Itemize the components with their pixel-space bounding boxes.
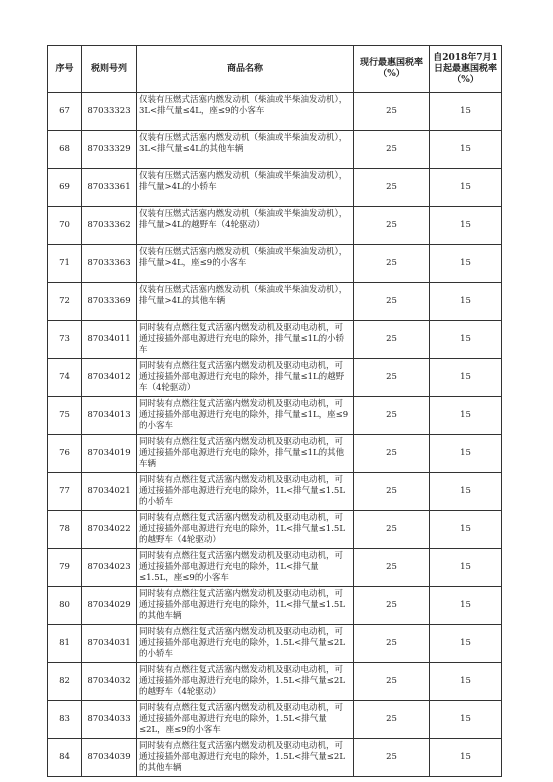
row-name: 同时装有点燃往复式活塞内燃发动机及驱动电动机，可通过接插外部电源进行充电的除外，1.5L<排气量≤2L的小轿车 [137,625,354,663]
header-name: 商品名称 [137,46,354,93]
row-current-rate: 25 [354,435,430,473]
table-row [48,473,502,511]
row-name: 同时装有点燃往复式活塞内燃发动机及驱动电动机，可通过接插外部电源进行充电的除外，1L<排气量≤1.5L的其他车辆 [137,587,354,625]
row-code: 87033362 [82,207,137,245]
row-seq: 69 [48,169,82,207]
row-seq: 73 [48,321,82,359]
row-code: 87034021 [82,473,137,511]
row-code: 87034013 [82,397,137,435]
row-current-rate: 25 [354,701,430,739]
row-seq: 84 [48,739,82,777]
header-new-rate: 自2018年7月1日起最惠国税率（%） [430,46,502,93]
table-row [48,397,502,435]
row-new-rate: 15 [430,245,502,283]
row-seq: 75 [48,397,82,435]
row-seq: 71 [48,245,82,283]
row-current-rate: 25 [354,625,430,663]
row-seq: 79 [48,549,82,587]
table-row [48,663,502,701]
row-seq: 80 [48,587,82,625]
row-code: 87034023 [82,549,137,587]
row-new-rate: 15 [430,397,502,435]
row-new-rate: 15 [430,321,502,359]
row-seq: 68 [48,131,82,169]
table-row [48,169,502,207]
table-row [48,435,502,473]
row-name: 同时装有点燃往复式活塞内燃发动机及驱动电动机，可通过接插外部电源进行充电的除外，排气量≤1L，座≤9的小客车 [137,397,354,435]
table-row [48,739,502,777]
row-seq: 67 [48,93,82,131]
row-new-rate: 15 [430,473,502,511]
row-name: 同时装有点燃往复式活塞内燃发动机及驱动电动机，可通过接插外部电源进行充电的除外，排气量≤1L的越野车（4轮驱动） [137,359,354,397]
row-name: 仅装有压燃式活塞内燃发动机（柴油或半柴油发动机），3L<排气量≤4L的其他车辆 [137,131,354,169]
table-row [48,359,502,397]
row-code: 87034039 [82,739,137,777]
table-row [48,511,502,549]
header-code: 税则号列 [82,46,137,93]
row-new-rate: 15 [430,511,502,549]
row-new-rate: 15 [430,739,502,777]
row-new-rate: 15 [430,93,502,131]
row-name: 仅装有压燃式活塞内燃发动机（柴油或半柴油发动机），排气量>4L的小轿车 [137,169,354,207]
row-current-rate: 25 [354,245,430,283]
row-current-rate: 25 [354,169,430,207]
row-current-rate: 25 [354,663,430,701]
table-body [48,93,502,777]
table-row [48,587,502,625]
row-name: 同时装有点燃往复式活塞内燃发动机及驱动电动机，可通过接插外部电源进行充电的除外，1L<排气量≤1.5L的越野车（4轮驱动） [137,511,354,549]
row-code: 87034029 [82,587,137,625]
row-new-rate: 15 [430,625,502,663]
row-current-rate: 25 [354,283,430,321]
table-row [48,207,502,245]
row-code: 87034031 [82,625,137,663]
row-new-rate: 15 [430,587,502,625]
row-current-rate: 25 [354,207,430,245]
row-code: 87034032 [82,663,137,701]
row-current-rate: 25 [354,549,430,587]
row-seq: 78 [48,511,82,549]
header-current-rate: 现行最惠国税率（%） [354,46,430,93]
row-current-rate: 25 [354,359,430,397]
row-name: 同时装有点燃往复式活塞内燃发动机及驱动电动机，可通过接插外部电源进行充电的除外，排气量≤1L的其他车辆 [137,435,354,473]
row-new-rate: 15 [430,549,502,587]
row-seq: 81 [48,625,82,663]
header-seq: 序号 [48,46,82,93]
table-row [48,283,502,321]
row-name: 仅装有压燃式活塞内燃发动机（柴油或半柴油发动机），排气量>4L的越野车（4轮驱动） [137,207,354,245]
row-code: 87033361 [82,169,137,207]
row-code: 87034019 [82,435,137,473]
row-name: 同时装有点燃往复式活塞内燃发动机及驱动电动机，可通过接插外部电源进行充电的除外，1.5L<排气量≤2L的其他车辆 [137,739,354,777]
table-row [48,701,502,739]
row-name: 同时装有点燃往复式活塞内燃发动机及驱动电动机，可通过接插外部电源进行充电的除外，1L<排气量≤1.5L的小轿车 [137,473,354,511]
row-name: 仅装有压燃式活塞内燃发动机（柴油或半柴油发动机），排气量>4L，座≤9的小客车 [137,245,354,283]
header-row [48,46,502,93]
table-row [48,549,502,587]
row-code: 87034033 [82,701,137,739]
row-current-rate: 25 [354,397,430,435]
row-code: 87034011 [82,321,137,359]
row-name: 同时装有点燃往复式活塞内燃发动机及驱动电动机，可通过接插外部电源进行充电的除外，排气量≤1L的小轿车 [137,321,354,359]
table-row [48,131,502,169]
row-new-rate: 15 [430,663,502,701]
row-new-rate: 15 [430,169,502,207]
row-current-rate: 25 [354,93,430,131]
row-code: 87034012 [82,359,137,397]
row-current-rate: 25 [354,473,430,511]
row-current-rate: 25 [354,511,430,549]
table-row [48,93,502,131]
row-code: 87033363 [82,245,137,283]
row-new-rate: 15 [430,435,502,473]
row-new-rate: 15 [430,207,502,245]
table-row [48,321,502,359]
row-new-rate: 15 [430,701,502,739]
row-seq: 70 [48,207,82,245]
table-row [48,245,502,283]
row-seq: 82 [48,663,82,701]
row-name: 仅装有压燃式活塞内燃发动机（柴油或半柴油发动机），3L<排气量≤4L，座≤9的小客车 [137,93,354,131]
row-new-rate: 15 [430,283,502,321]
row-seq: 76 [48,435,82,473]
row-current-rate: 25 [354,131,430,169]
row-new-rate: 15 [430,359,502,397]
row-code: 87033323 [82,93,137,131]
table-header [48,46,502,93]
row-name: 同时装有点燃往复式活塞内燃发动机及驱动电动机，可通过接插外部电源进行充电的除外，1L<排气量≤1.5L，座≤9的小客车 [137,549,354,587]
table-row [48,625,502,663]
row-name: 同时装有点燃往复式活塞内燃发动机及驱动电动机，可通过接插外部电源进行充电的除外，1.5L<排气量≤2L，座≤9的小客车 [137,701,354,739]
row-code: 87034022 [82,511,137,549]
row-seq: 77 [48,473,82,511]
row-code: 87033329 [82,131,137,169]
row-current-rate: 25 [354,321,430,359]
row-seq: 72 [48,283,82,321]
row-current-rate: 25 [354,739,430,777]
row-new-rate: 15 [430,131,502,169]
row-code: 87033369 [82,283,137,321]
row-current-rate: 25 [354,587,430,625]
row-seq: 83 [48,701,82,739]
row-name: 仅装有压燃式活塞内燃发动机（柴油或半柴油发动机），排气量>4L的其他车辆 [137,283,354,321]
row-seq: 74 [48,359,82,397]
tariff-table [47,45,502,777]
row-name: 同时装有点燃往复式活塞内燃发动机及驱动电动机，可通过接插外部电源进行充电的除外，1.5L<排气量≤2L的越野车（4轮驱动） [137,663,354,701]
